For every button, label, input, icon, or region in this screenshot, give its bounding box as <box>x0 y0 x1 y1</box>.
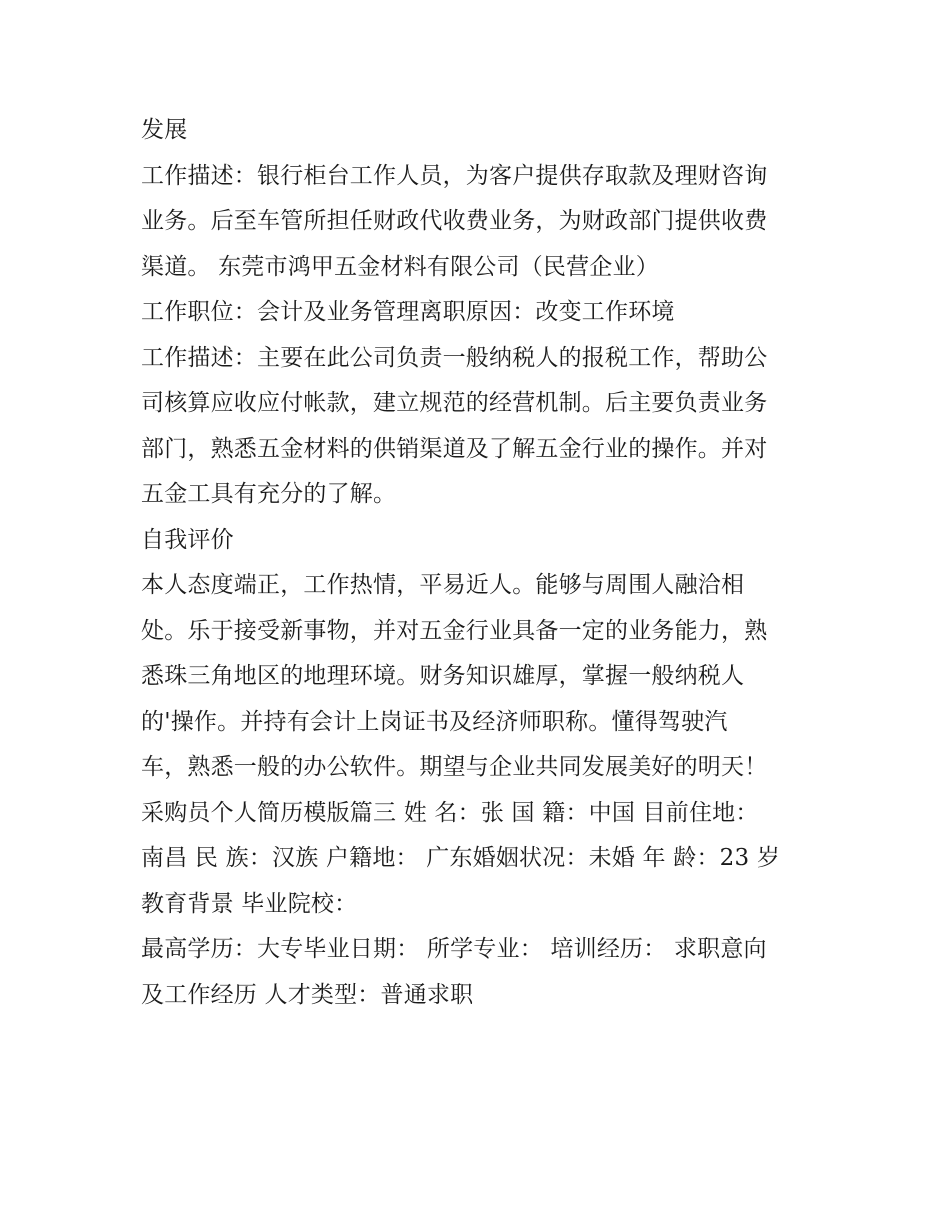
text-line: 本人态度端正，工作热情，平易近人。能够与周围人融洽相 <box>141 572 745 598</box>
text-line: 处。乐于接受新事物，并对五金行业具备一定的业务能力，熟 <box>141 617 768 644</box>
text-line: 悉珠三角地区的地理环境。财务知识雄厚，掌握一般纳税人 <box>141 663 745 689</box>
text-line: 的'操作。并持有会计上岗证书及经济师职称。懂得驾驶汽 <box>141 708 728 735</box>
text-line: 业务。后至车管所担任财政代收费业务，为财政部门提供收费 <box>141 208 768 234</box>
text-line: 教育背景 毕业院校： <box>141 890 358 917</box>
text-line: 工作描述：主要在此公司负责一般纳税人的报税工作，帮助公 <box>141 344 768 371</box>
text-line: 最高学历：大专毕业日期： 所学专业： 培训经历： 求职意向 <box>141 936 767 962</box>
section-heading: 自我评价 <box>141 526 234 553</box>
text-line: 及工作经历 人才类型：普通求职 <box>141 981 474 1008</box>
text-line: 采购员个人简历模版篇三 姓 名：张 国 籍：中国 目前住地： <box>141 799 759 826</box>
text-line: 南昌 民 族：汉族 户籍地： 广东婚姻状况：未婚 年 龄：23 岁 <box>141 845 781 871</box>
text-line: 渠道。 东莞市鸿甲五金材料有限公司（民营企业） <box>141 253 659 280</box>
text-line: 发展 <box>141 117 188 143</box>
text-line: 工作职位：会计及业务管理离职原因：改变工作环境 <box>141 299 675 325</box>
text-line: 五金工具有充分的了解。 <box>141 481 397 507</box>
document-body <box>141 108 821 1018</box>
text-line: 车，熟悉一般的办公软件。期望与企业共同发展美好的明天！ <box>141 754 768 780</box>
text-line: 部门，熟悉五金材料的供销渠道及了解五金行业的操作。并对 <box>141 435 768 462</box>
text-line: 司核算应收应付帐款，建立规范的经营机制。后主要负责业务 <box>141 390 768 416</box>
text-line: 工作描述：银行柜台工作人员，为客户提供存取款及理财咨询 <box>141 162 768 189</box>
